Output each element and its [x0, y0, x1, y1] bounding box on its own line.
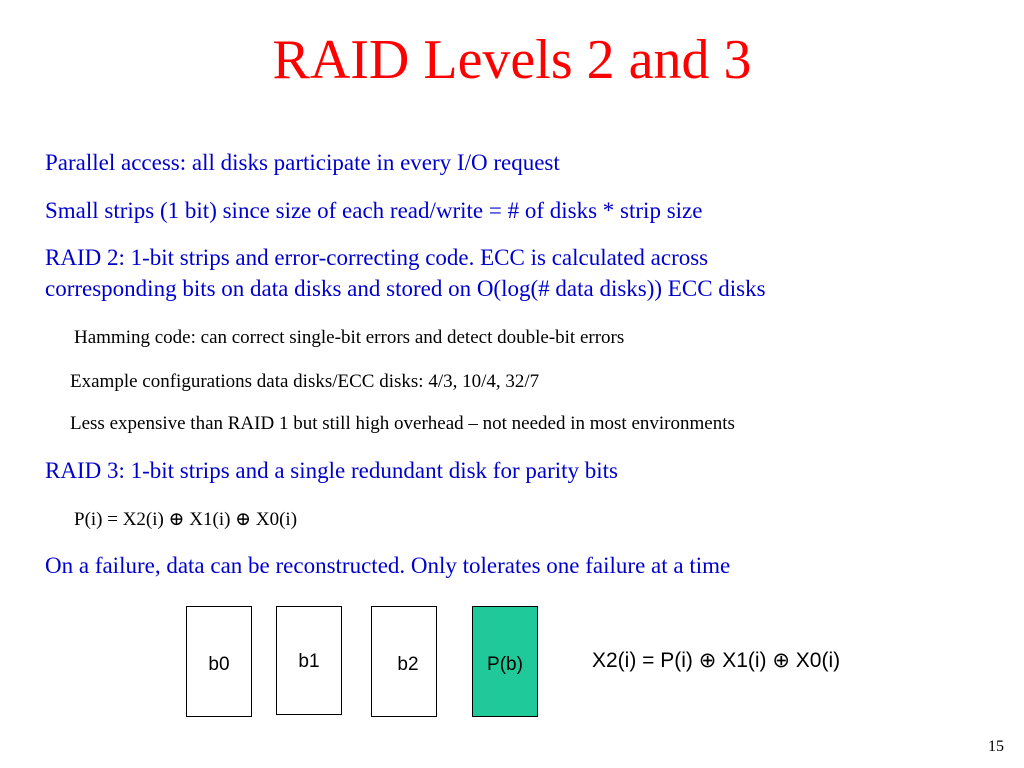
disk-b2	[371, 606, 437, 717]
subbullet-less-expensive: Less expensive than RAID 1 but still high overhead – not needed in most environments	[70, 413, 735, 434]
bullet-raid2-line-1: RAID 2: 1-bit strips and error-correcting code. ECC is calculated across	[45, 245, 709, 270]
disk-parity-label: P(b)	[487, 653, 523, 675]
bullet-failure-reconstruction: On a failure, data can be reconstructed. Only tolerates one failure at a time	[45, 553, 731, 578]
subbullet-parity-formula: P(i) = X2(i) ⊕ X1(i) ⊕ X0(i)	[74, 509, 298, 530]
disk-b1	[276, 606, 342, 715]
disk-b2-label: b2	[397, 653, 419, 675]
subbullet-hamming-code: Hamming code: can correct single-bit errors and detect double-bit errors	[74, 327, 625, 348]
disk-b0	[186, 606, 252, 717]
disk-parity	[472, 606, 538, 717]
bullet-small-strips: Small strips (1 bit) since size of each read/write = # of disks * strip size	[45, 198, 703, 223]
bullet-raid2	[45, 242, 766, 304]
bullet-raid2-line-2: corresponding bits on data disks and stored on O(log(# data disks)) ECC disks	[45, 276, 766, 301]
subbullet-example-configs: Example configurations data disks/ECC disks: 4/3, 10/4, 32/7	[70, 371, 540, 392]
bullet-raid3: RAID 3: 1-bit strips and a single redundant disk for parity bits	[45, 458, 619, 483]
reconstruction-formula: X2(i) = P(i) ⊕ X1(i) ⊕ X0(i)	[592, 649, 841, 672]
bullet-parallel-access: Parallel access: all disks participate in every I/O request	[45, 150, 560, 175]
disk-b0-label: b0	[208, 653, 230, 675]
slide-title: RAID Levels 2 and 3	[272, 29, 752, 91]
disk-b1-label: b1	[298, 650, 320, 672]
page-number: 15	[988, 738, 1004, 755]
